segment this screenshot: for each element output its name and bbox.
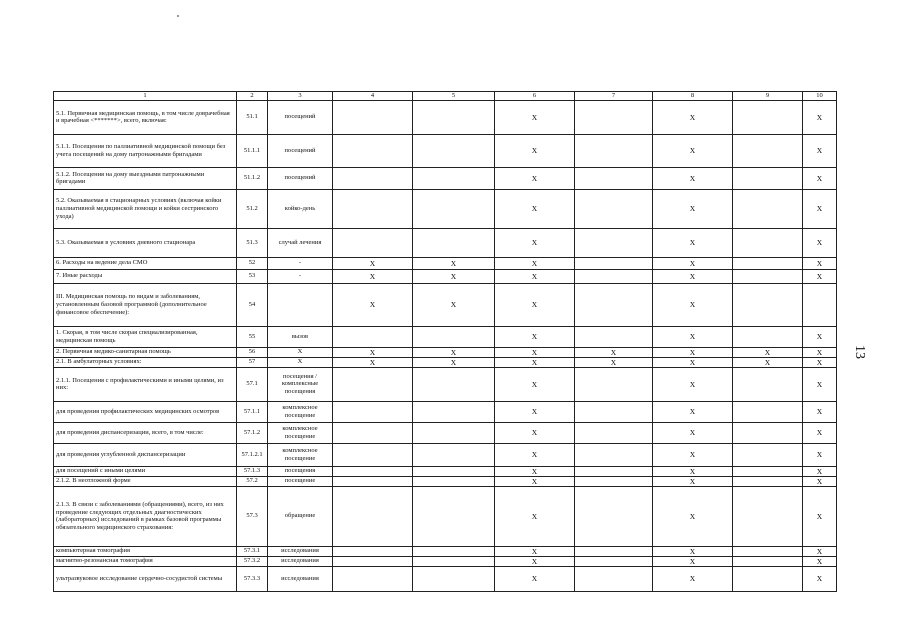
value-col-10: X xyxy=(803,100,837,134)
table-row xyxy=(54,367,837,401)
value-col-7 xyxy=(575,134,653,167)
value-col-7 xyxy=(575,401,653,422)
value-col-9 xyxy=(733,466,803,476)
row-code: 57.1.2.1 xyxy=(237,443,268,466)
value-col-9 xyxy=(733,556,803,566)
row-label: 2.1. В амбулаторных условиях: xyxy=(54,357,237,367)
row-code: 55 xyxy=(237,326,268,347)
table-row xyxy=(54,486,837,546)
value-col-6: X xyxy=(495,401,575,422)
value-col-9 xyxy=(733,134,803,167)
unit-of-measure: койко-день xyxy=(268,189,333,228)
value-col-10: X xyxy=(803,134,837,167)
value-col-7 xyxy=(575,566,653,591)
unit-of-measure: X xyxy=(268,347,333,357)
unit-of-measure: комплексное посещение xyxy=(268,401,333,422)
value-col-6: X xyxy=(495,466,575,476)
value-col-4: X xyxy=(333,283,413,326)
unit-of-measure: посещение xyxy=(268,476,333,486)
value-col-7 xyxy=(575,326,653,347)
value-col-7 xyxy=(575,443,653,466)
value-col-8: X xyxy=(653,401,733,422)
row-label: 2.1.1. Посещения с профилактическими и иными целями, из них: xyxy=(54,367,237,401)
value-col-10: X xyxy=(803,556,837,566)
value-col-7: X xyxy=(575,347,653,357)
column-number: 9 xyxy=(733,92,803,101)
value-col-8: X xyxy=(653,566,733,591)
row-code: 57.3.3 xyxy=(237,566,268,591)
value-col-6: X xyxy=(495,347,575,357)
value-col-8: X xyxy=(653,100,733,134)
unit-of-measure: - xyxy=(268,269,333,283)
row-label: 1. Скорая, в том числе скорая специализированная, медицинская помощь xyxy=(54,326,237,347)
value-col-9: X xyxy=(733,357,803,367)
value-col-4 xyxy=(333,228,413,257)
unit-of-measure: случай лечения xyxy=(268,228,333,257)
value-col-9 xyxy=(733,443,803,466)
row-code: 57.1.2 xyxy=(237,422,268,443)
column-number: 4 xyxy=(333,92,413,101)
value-col-6: X xyxy=(495,476,575,486)
table-row xyxy=(54,546,837,556)
value-col-5 xyxy=(413,100,495,134)
row-code: 51.1 xyxy=(237,100,268,134)
value-col-10: X xyxy=(803,326,837,347)
value-col-10: X xyxy=(803,486,837,546)
value-col-7 xyxy=(575,422,653,443)
column-number: 10 xyxy=(803,92,837,101)
value-col-8: X xyxy=(653,443,733,466)
unit-of-measure: обращение xyxy=(268,486,333,546)
table-row xyxy=(54,556,837,566)
value-col-9 xyxy=(733,486,803,546)
scan-speck xyxy=(177,15,179,17)
table-row xyxy=(54,357,837,367)
value-col-4: X xyxy=(333,257,413,269)
value-col-5: X xyxy=(413,347,495,357)
value-col-9 xyxy=(733,546,803,556)
value-col-4 xyxy=(333,466,413,476)
value-col-5 xyxy=(413,367,495,401)
table-row xyxy=(54,347,837,357)
table-row xyxy=(54,189,837,228)
unit-of-measure: посещения xyxy=(268,466,333,476)
row-label: для посещений с иными целями xyxy=(54,466,237,476)
row-code: 57.1.3 xyxy=(237,466,268,476)
value-col-7 xyxy=(575,466,653,476)
unit-of-measure: посещений xyxy=(268,167,333,189)
value-col-9 xyxy=(733,228,803,257)
value-col-5 xyxy=(413,546,495,556)
value-col-4 xyxy=(333,486,413,546)
row-label: для проведения профилактических медицинских осмотров xyxy=(54,401,237,422)
value-col-5: X xyxy=(413,269,495,283)
row-code: 57.3 xyxy=(237,486,268,546)
table-row xyxy=(54,100,837,134)
row-label: 5.3. Оказываемая в условиях дневного стационара xyxy=(54,228,237,257)
value-col-4 xyxy=(333,443,413,466)
value-col-10: X xyxy=(803,546,837,556)
value-col-7 xyxy=(575,367,653,401)
value-col-5 xyxy=(413,326,495,347)
unit-of-measure: комплексное посещение xyxy=(268,443,333,466)
value-col-10: X xyxy=(803,443,837,466)
value-col-8: X xyxy=(653,326,733,347)
row-label: ультразвуковое исследование сердечно-сосудистой системы xyxy=(54,566,237,591)
value-col-8: X xyxy=(653,546,733,556)
value-col-9 xyxy=(733,422,803,443)
value-col-10: X xyxy=(803,347,837,357)
row-code: 52 xyxy=(237,257,268,269)
value-col-7: X xyxy=(575,357,653,367)
value-col-7 xyxy=(575,189,653,228)
value-col-4 xyxy=(333,326,413,347)
unit-of-measure: посещений xyxy=(268,100,333,134)
value-col-6: X xyxy=(495,228,575,257)
table-row xyxy=(54,476,837,486)
row-label: 5.1.2. Посещения на дому выездными патронажными бригадами xyxy=(54,167,237,189)
row-label: 5.1. Первичная медицинская помощь, в том числе доврачебная и врачебная <*******>, всего, включая: xyxy=(54,100,237,134)
row-code: 57 xyxy=(237,357,268,367)
value-col-4: X xyxy=(333,357,413,367)
value-col-10: X xyxy=(803,228,837,257)
row-code: 57.3.2 xyxy=(237,556,268,566)
value-col-6: X xyxy=(495,443,575,466)
table-row xyxy=(54,257,837,269)
value-col-6: X xyxy=(495,283,575,326)
value-col-9 xyxy=(733,167,803,189)
table-row xyxy=(54,443,837,466)
row-label: для проведения диспансеризации, всего, в том числе: xyxy=(54,422,237,443)
value-col-5: X xyxy=(413,283,495,326)
value-col-6: X xyxy=(495,326,575,347)
value-col-4 xyxy=(333,189,413,228)
value-col-8: X xyxy=(653,283,733,326)
value-col-4 xyxy=(333,566,413,591)
table-row xyxy=(54,167,837,189)
value-col-4 xyxy=(333,422,413,443)
unit-of-measure: посещения / комплексные посещения xyxy=(268,367,333,401)
value-col-4 xyxy=(333,401,413,422)
value-col-9 xyxy=(733,257,803,269)
page-number: 13 xyxy=(852,345,867,359)
value-col-8: X xyxy=(653,476,733,486)
value-col-7 xyxy=(575,556,653,566)
value-col-4 xyxy=(333,367,413,401)
value-col-8: X xyxy=(653,357,733,367)
value-col-7 xyxy=(575,486,653,546)
value-col-8: X xyxy=(653,257,733,269)
value-col-5: X xyxy=(413,357,495,367)
value-col-8: X xyxy=(653,486,733,546)
table-row xyxy=(54,401,837,422)
row-label: 6. Расходы на ведение дела СМО xyxy=(54,257,237,269)
row-code: 57.1.1 xyxy=(237,401,268,422)
value-col-8: X xyxy=(653,556,733,566)
value-col-4 xyxy=(333,556,413,566)
row-label: 2. Первичная медико-санитарная помощь xyxy=(54,347,237,357)
row-label: 2.1.2. В неотложной форме xyxy=(54,476,237,486)
value-col-9 xyxy=(733,269,803,283)
column-number: 1 xyxy=(54,92,237,101)
table-row xyxy=(54,422,837,443)
value-col-6: X xyxy=(495,134,575,167)
value-col-7 xyxy=(575,283,653,326)
value-col-6: X xyxy=(495,367,575,401)
value-col-10: X xyxy=(803,167,837,189)
value-col-7 xyxy=(575,228,653,257)
column-number: 2 xyxy=(237,92,268,101)
row-label: магнитно-резонансная томография xyxy=(54,556,237,566)
table-row xyxy=(54,228,837,257)
value-col-5 xyxy=(413,443,495,466)
row-code: 57.1 xyxy=(237,367,268,401)
row-code: 56 xyxy=(237,347,268,357)
value-col-8: X xyxy=(653,466,733,476)
value-col-6: X xyxy=(495,566,575,591)
column-number: 7 xyxy=(575,92,653,101)
value-col-5 xyxy=(413,566,495,591)
data-table xyxy=(53,91,837,592)
row-code: 57.3.1 xyxy=(237,546,268,556)
value-col-9 xyxy=(733,367,803,401)
value-col-7 xyxy=(575,257,653,269)
value-col-5 xyxy=(413,556,495,566)
value-col-10: X xyxy=(803,422,837,443)
value-col-8: X xyxy=(653,347,733,357)
value-col-5 xyxy=(413,476,495,486)
unit-of-measure: исследования xyxy=(268,566,333,591)
value-col-6: X xyxy=(495,269,575,283)
table-row xyxy=(54,134,837,167)
value-col-10: X xyxy=(803,189,837,228)
value-col-5 xyxy=(413,134,495,167)
value-col-5 xyxy=(413,189,495,228)
value-col-7 xyxy=(575,476,653,486)
value-col-10: X xyxy=(803,466,837,476)
value-col-4 xyxy=(333,100,413,134)
value-col-6: X xyxy=(495,546,575,556)
unit-of-measure: посещений xyxy=(268,134,333,167)
value-col-10: X xyxy=(803,401,837,422)
value-col-4: X xyxy=(333,269,413,283)
value-col-9 xyxy=(733,326,803,347)
unit-of-measure: - xyxy=(268,257,333,269)
unit-of-measure: исследования xyxy=(268,546,333,556)
value-col-6: X xyxy=(495,357,575,367)
value-col-8: X xyxy=(653,189,733,228)
row-label: 5.1.1. Посещения по паллиативной медицинской помощи без учета посещений на дому патронажными бригадами xyxy=(54,134,237,167)
value-col-6: X xyxy=(495,556,575,566)
value-col-10: X xyxy=(803,257,837,269)
value-col-9 xyxy=(733,401,803,422)
column-number: 5 xyxy=(413,92,495,101)
column-number-row xyxy=(54,92,837,101)
row-label: 5.2. Оказываемая в стационарных условиях (включая койки паллиативной медицинской помощи и койки сестринского ухода) xyxy=(54,189,237,228)
column-number: 3 xyxy=(268,92,333,101)
value-col-8: X xyxy=(653,269,733,283)
value-col-6: X xyxy=(495,167,575,189)
row-code: 54 xyxy=(237,283,268,326)
row-label: 7. Иные расходы xyxy=(54,269,237,283)
value-col-7 xyxy=(575,269,653,283)
value-col-9 xyxy=(733,100,803,134)
value-col-7 xyxy=(575,100,653,134)
column-number: 8 xyxy=(653,92,733,101)
value-col-8: X xyxy=(653,367,733,401)
table-row xyxy=(54,283,837,326)
unit-of-measure: вызов xyxy=(268,326,333,347)
value-col-5 xyxy=(413,466,495,476)
value-col-6: X xyxy=(495,100,575,134)
value-col-4 xyxy=(333,134,413,167)
value-col-4 xyxy=(333,476,413,486)
row-code: 51.1.2 xyxy=(237,167,268,189)
table-row xyxy=(54,466,837,476)
value-col-5 xyxy=(413,422,495,443)
value-col-6: X xyxy=(495,422,575,443)
row-code: 51.1.1 xyxy=(237,134,268,167)
row-code: 51.2 xyxy=(237,189,268,228)
value-col-6: X xyxy=(495,189,575,228)
value-col-9: X xyxy=(733,347,803,357)
value-col-4 xyxy=(333,546,413,556)
value-col-10: X xyxy=(803,566,837,591)
value-col-9 xyxy=(733,476,803,486)
row-code: 51.3 xyxy=(237,228,268,257)
table-row xyxy=(54,566,837,591)
value-col-5 xyxy=(413,401,495,422)
value-col-6: X xyxy=(495,486,575,546)
row-code: 53 xyxy=(237,269,268,283)
value-col-6: X xyxy=(495,257,575,269)
value-col-10: X xyxy=(803,476,837,486)
value-col-5: X xyxy=(413,257,495,269)
unit-of-measure: исследования xyxy=(268,556,333,566)
unit-of-measure: комплексное посещение xyxy=(268,422,333,443)
value-col-10: X xyxy=(803,367,837,401)
value-col-8: X xyxy=(653,228,733,257)
unit-of-measure xyxy=(268,283,333,326)
column-number: 6 xyxy=(495,92,575,101)
value-col-4 xyxy=(333,167,413,189)
value-col-9 xyxy=(733,566,803,591)
value-col-5 xyxy=(413,486,495,546)
value-col-10: X xyxy=(803,269,837,283)
row-label: для проведения углубленной диспансеризации xyxy=(54,443,237,466)
value-col-10: X xyxy=(803,357,837,367)
value-col-9 xyxy=(733,283,803,326)
value-col-10 xyxy=(803,283,837,326)
value-col-5 xyxy=(413,228,495,257)
value-col-8: X xyxy=(653,134,733,167)
value-col-7 xyxy=(575,167,653,189)
row-label: 2.1.3. В связи с заболеваниями (обращениями), всего, из них проведение следующих отдельных диагностических (лабораторных) исследований в рамках базовой программы обязательного медицинского страхования: xyxy=(54,486,237,546)
value-col-9 xyxy=(733,189,803,228)
table-row xyxy=(54,269,837,283)
value-col-5 xyxy=(413,167,495,189)
unit-of-measure: X xyxy=(268,357,333,367)
value-col-8: X xyxy=(653,167,733,189)
value-col-7 xyxy=(575,546,653,556)
row-label: III. Медицинская помощь по видам и заболеваниям, установленным базовой программой (дополнительное финансовое обеспечение): xyxy=(54,283,237,326)
row-label: компьютерная томография xyxy=(54,546,237,556)
row-code: 57.2 xyxy=(237,476,268,486)
value-col-4: X xyxy=(333,347,413,357)
value-col-8: X xyxy=(653,422,733,443)
table-row xyxy=(54,326,837,347)
